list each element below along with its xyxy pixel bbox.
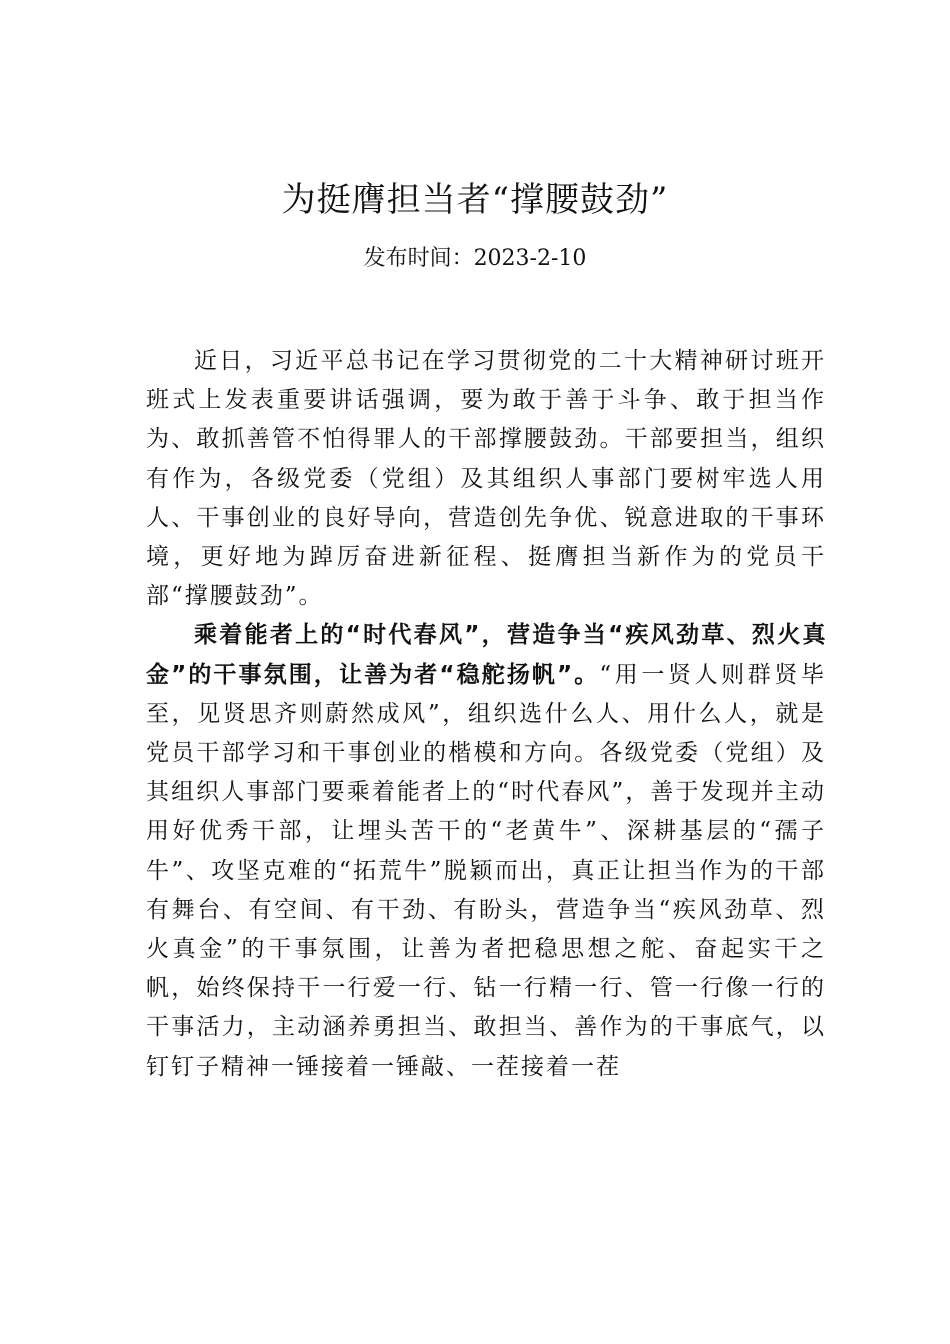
- article-title: 为挺膺担当者“撑腰鼓劲”: [281, 180, 669, 220]
- paragraph-2: [146, 616, 826, 1086]
- paragraph-2-heading: 乘着能者上的“时代春风”，营造争当“疾风劲草、烈火真金”的干事氛围，让善为者“稳舵扬帆”。: [146, 622, 826, 688]
- paragraph-1: 近日，习近平总书记在学习贯彻党的二十大精神研讨班开班式上发表重要讲话强调，要为敢于善于斗争、敢于担当作为、敢抓善管不怕得罪人的干部撑腰鼓劲。干部要担当，组织有作为，各级党委（党组）及其组织人事部门要树牢选人用人、干事创业的良好导向，营造创先争优、锐意进取的干事环境，更好地为踔厉奋进新征程、挺膺担当新作为的党员干部“撑腰鼓劲”。: [146, 348, 826, 610]
- publish-date: 发布时间：2023-2-10: [363, 246, 587, 271]
- paragraph-2-body: “用一贤人则群贤毕至，见贤思齐则蔚然成风”，组织选什么人、用什么人，就是党员干部学习和干事创业的楷模和方向。各级党委（党组）及其组织人事部门要乘着能者上的“时代春风”，善于发现并主动用好优秀干部，让埋头苦干的“老黄牛”、深耕基层的“孺子牛”、攻坚克难的“拓荒牛”脱颖而出，真正让担当作为的干部有舞台、有空间、有干劲、有盼头，营造争当“疾风劲草、烈火真金”的干事氛围，让善为者把稳思想之舵、奋起实干之帆，始终保持干一行爱一行、钻一行精一行、管一行像一行的干事活力，主动涵养勇担当、敢担当、善作为的干事底气，以钉钉子精神一锤接着一锤敲、一茬接着一茬: [146, 661, 826, 1080]
- article-body: [146, 342, 826, 1087]
